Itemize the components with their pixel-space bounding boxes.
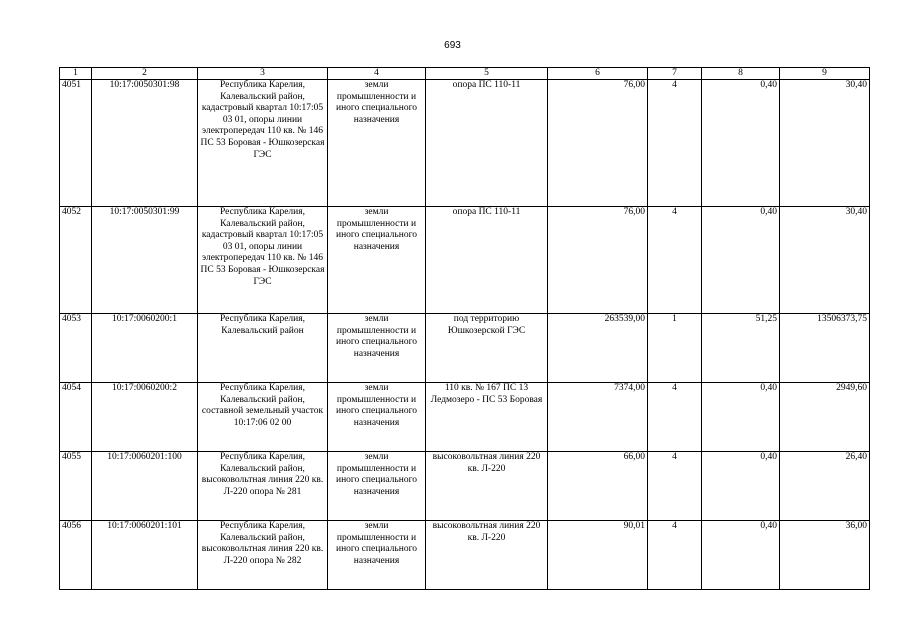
cadastral-number: 10:17:0060201:100 <box>92 452 198 521</box>
column-header: 1 <box>60 68 92 80</box>
column-header: 2 <box>92 68 198 80</box>
permitted-use: под территорию Юшкозерской ГЭС <box>426 314 548 383</box>
land-category: земли промышленности и иного специального назначения <box>328 452 426 521</box>
rate: 0,40 <box>702 383 780 452</box>
address: Республика Карелия, Калевальский район, составной земельный участок 10:17:06 02 00 <box>198 383 328 452</box>
permitted-use: высоковольтная линия 220 кв. Л-220 <box>426 521 548 590</box>
permitted-use: 110 кв. № 167 ПС 13 Ледмозеро - ПС 53 Боровая <box>426 383 548 452</box>
cadastral-number: 10:17:0060200:1 <box>92 314 198 383</box>
land-category: земли промышленности и иного специального назначения <box>328 314 426 383</box>
area: 66,00 <box>548 452 648 521</box>
land-category: земли промышленности и иного специального назначения <box>328 80 426 207</box>
total: 13506373,75 <box>780 314 870 383</box>
rate: 51,25 <box>702 314 780 383</box>
area: 76,00 <box>548 80 648 207</box>
cadastral-number: 10:17:0050301:98 <box>92 80 198 207</box>
cadastral-number: 10:17:0050301:99 <box>92 207 198 314</box>
address: Республика Карелия, Калевальский район, кадастровый квартал 10:17:05 03 01, опоры линии электропередач 110 кв. № 146 ПС 53 Боровая - Юшкозерская ГЭС <box>198 80 328 207</box>
table-row <box>60 80 870 207</box>
rate: 0,40 <box>702 80 780 207</box>
permitted-use: высоковольтная линия 220 кв. Л-220 <box>426 452 548 521</box>
page-number: 693 <box>444 40 461 51</box>
total: 36,00 <box>780 521 870 590</box>
group: 4 <box>648 207 702 314</box>
column-header: 8 <box>702 68 780 80</box>
column-header: 7 <box>648 68 702 80</box>
group: 4 <box>648 80 702 207</box>
table-row <box>60 521 870 590</box>
rate: 0,40 <box>702 521 780 590</box>
group: 4 <box>648 452 702 521</box>
table-row <box>60 383 870 452</box>
area: 7374,00 <box>548 383 648 452</box>
cadastral-number: 10:17:0060201:101 <box>92 521 198 590</box>
land-category: земли промышленности и иного специального назначения <box>328 521 426 590</box>
row-id: 4051 <box>60 80 92 207</box>
permitted-use: опора ПС 110-11 <box>426 80 548 207</box>
permitted-use: опора ПС 110-11 <box>426 207 548 314</box>
row-id: 4055 <box>60 452 92 521</box>
area: 90,01 <box>548 521 648 590</box>
column-header: 9 <box>780 68 870 80</box>
table-row <box>60 207 870 314</box>
group: 4 <box>648 521 702 590</box>
column-header: 3 <box>198 68 328 80</box>
address: Республика Карелия, Калевальский район, высоковольтная линия 220 кв. Л-220 опора № 282 <box>198 521 328 590</box>
address: Республика Карелия, Калевальский район, высоковольтная линия 220 кв. Л-220 опора № 281 <box>198 452 328 521</box>
group: 4 <box>648 383 702 452</box>
table-row <box>60 314 870 383</box>
cadastral-number: 10:17:0060200:2 <box>92 383 198 452</box>
address: Республика Карелия, Калевальский район, кадастровый квартал 10:17:05 03 01, опоры линии электропередач 110 кв. № 146 ПС 53 Боровая - Юшкозерская ГЭС <box>198 207 328 314</box>
total: 30,40 <box>780 207 870 314</box>
header-row <box>60 68 870 80</box>
row-id: 4054 <box>60 383 92 452</box>
land-register-table <box>59 67 870 590</box>
group: 1 <box>648 314 702 383</box>
column-header: 5 <box>426 68 548 80</box>
rate: 0,40 <box>702 207 780 314</box>
area: 263539,00 <box>548 314 648 383</box>
total: 26,40 <box>780 452 870 521</box>
column-header: 4 <box>328 68 426 80</box>
row-id: 4056 <box>60 521 92 590</box>
total: 30,40 <box>780 80 870 207</box>
row-id: 4052 <box>60 207 92 314</box>
area: 76,00 <box>548 207 648 314</box>
rate: 0,40 <box>702 452 780 521</box>
land-category: земли промышленности и иного специального назначения <box>328 207 426 314</box>
address: Республика Карелия, Калевальский район <box>198 314 328 383</box>
column-header: 6 <box>548 68 648 80</box>
row-id: 4053 <box>60 314 92 383</box>
land-category: земли промышленности и иного специального назначения <box>328 383 426 452</box>
table-row <box>60 452 870 521</box>
total: 2949,60 <box>780 383 870 452</box>
